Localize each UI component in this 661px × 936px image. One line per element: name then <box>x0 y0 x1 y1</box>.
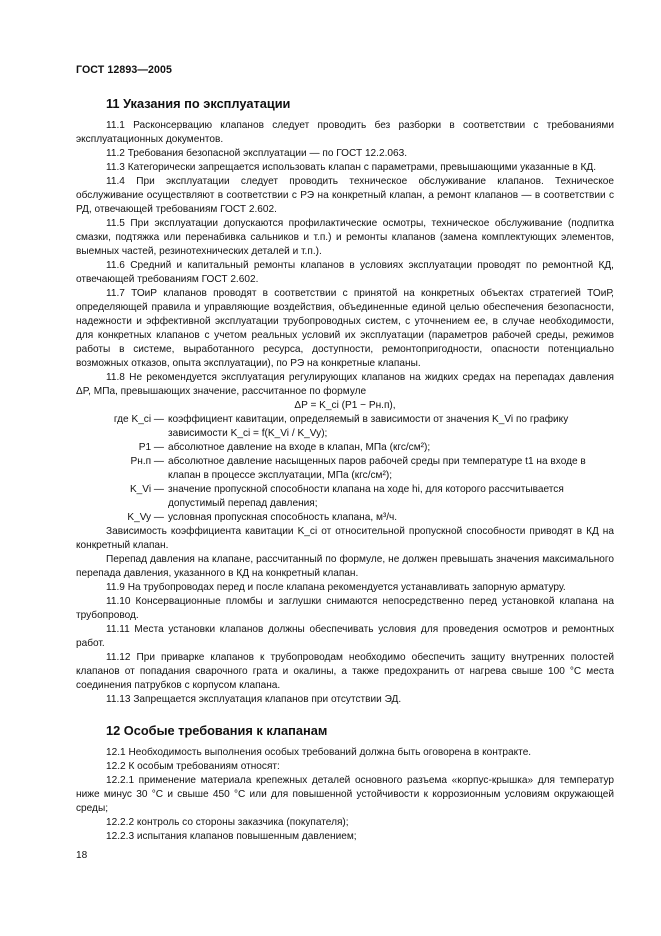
paragraph-12-2-1: 12.2.1 применение материала крепежных деталей основного разъема «корпус-крышка» для температур ниже минус 30 °С и свыше 450 °С или для повышенной устойчивости к коррозионным условиям окружающей среды; <box>76 775 614 814</box>
where-label: где K_ci — <box>113 414 164 425</box>
paragraph-pressure-drop: Перепад давления на клапане, рассчитанный по формуле, не должен превышать значения максимального перепада давления, указанного в КД на конкретный клапан. <box>76 554 614 579</box>
where-text: коэффициент кавитации, определяемый в зависимости от значения K_Vi по графику зависимости K_ci = f(K_Vi / K_Vy); <box>168 414 569 439</box>
paragraph-11-9: 11.9 На трубопроводах перед и после клапана рекомендуется устанавливать запорную арматуру. <box>106 582 566 593</box>
where-item <box>76 483 614 511</box>
paragraph-dependency: Зависимость коэффициента кавитации K_ci от относительной пропускной способности приводят в КД на конкретный клапан. <box>76 526 614 551</box>
paragraph-11-13: 11.13 Запрещается эксплуатация клапанов при отсутствии ЭД. <box>106 694 402 705</box>
paragraph-11-12: 11.12 При приварке клапанов к трубопроводам необходимо обеспечить защиту внутренних полостей клапанов от попадания сварочного грата и окалины, а также предохранить от нагрева свыше 100 °С места соединения патрубков с корпусом клапана. <box>76 652 614 691</box>
section-12-title: 12 Особые требования к клапанам <box>106 723 328 738</box>
where-label: Pн.п — <box>130 456 164 467</box>
paragraph-11-6: 11.6 Средний и капитальный ремонты клапанов в условиях эксплуатации проводят по ремонтной КД, отвечающей требованиям ГОСТ 2.602. <box>76 260 614 285</box>
where-label: K_Vy — <box>127 512 164 523</box>
paragraph-11-7: 11.7 ТОиР клапанов проводят в соответствии с принятой на конкретных объектах стратегией ТОиР, определяющей правила и управляющие воздействия, объединенные единой целью обеспечения безопасности, надежности и эффективной эксплуатации трубопроводных систем, с уточнением ее, в случае необходимости, для конкретных клапанов с учетом реальных условий их эксплуатации (параметров рабочей среды, режимов работы в системе, выработанного ресурса, доступности, ремонтопригодности, опасности потенциально возможных отказов, опыта эксплуатации), по РЭ на конкретные клапаны. <box>76 288 614 369</box>
where-item <box>76 441 614 455</box>
where-item <box>76 413 614 441</box>
paragraph-11-8: 11.8 Не рекомендуется эксплуатация регулирующих клапанов на жидких средах на перепадах давления ΔP, МПа, превышающих значение, рассчитанное по формуле <box>76 372 614 397</box>
paragraph-12-2-3: 12.2.3 испытания клапанов повышенным давлением; <box>106 831 357 842</box>
paragraph-11-4: 11.4 При эксплуатации следует проводить техническое обслуживание клапанов. Техническое обслуживание осуществляют в соответствии с РЭ на конкретный клапан, а ремонт клапанов — в соответствии с РД, отвечающей требованиям ГОСТ 2.602. <box>76 176 614 215</box>
section-11-title: 11 Указания по эксплуатации <box>106 96 291 111</box>
where-text: абсолютное давление на входе в клапан, МПа (кгс/см²); <box>168 442 431 453</box>
where-text: условная пропускная способность клапана, м³/ч. <box>168 512 398 523</box>
paragraph-11-2: 11.2 Требования безопасной эксплуатации — по ГОСТ 12.2.063. <box>106 148 408 159</box>
where-label: P1 — <box>138 442 164 453</box>
paragraph-12-1: 12.1 Необходимость выполнения особых требований должна быть оговорена в контракте. <box>106 747 532 758</box>
document-header: ГОСТ 12893—2005 <box>76 64 173 76</box>
paragraph-12-2: 12.2 К особым требованиям относят: <box>106 761 280 772</box>
section-11-body <box>76 119 614 707</box>
page-number: 18 <box>76 850 88 861</box>
paragraph-12-2-2: 12.2.2 контроль со стороны заказчика (покупателя); <box>106 817 349 828</box>
where-text: абсолютное давление насыщенных паров рабочей среды при температуре t1 на входе в клапан в процессе эксплуатации, МПа (кгс/см²); <box>168 456 586 481</box>
paragraph-11-11: 11.11 Места установки клапанов должны обеспечивать условия для проведения осмотров и ремонтных работ. <box>76 624 614 649</box>
paragraph-11-10: 11.10 Консервационные пломбы и заглушки снимаются непосредственно перед установкой клапана на трубопровод. <box>76 596 614 621</box>
paragraph-11-3: 11.3 Категорически запрещается использовать клапан с параметрами, превышающими указанные в КД. <box>106 162 597 173</box>
where-item <box>76 511 614 525</box>
paragraph-11-1: 11.1 Расконсервацию клапанов следует проводить без разборки в соответствии с требованиями эксплуатационных документов. <box>76 120 614 145</box>
where-text: значение пропускной способности клапана на ходе hi, для которого рассчитывается допустимый перепад давления; <box>168 484 564 509</box>
where-label: K_Vi — <box>129 484 164 495</box>
paragraph-11-5: 11.5 При эксплуатации допускаются профилактические осмотры, техническое обслуживание (подпитка смазки, подтяжка или перенабивка сальников и т.п.) и ремонты клапанов (замена комплектующих элементов, выемных частей, резинотехнических деталей и т.п.). <box>76 218 614 257</box>
cavitation-formula: ΔP = K_ci (P1 − Pн.п), <box>294 400 396 411</box>
section-12-body <box>76 746 614 844</box>
where-item <box>76 455 614 483</box>
